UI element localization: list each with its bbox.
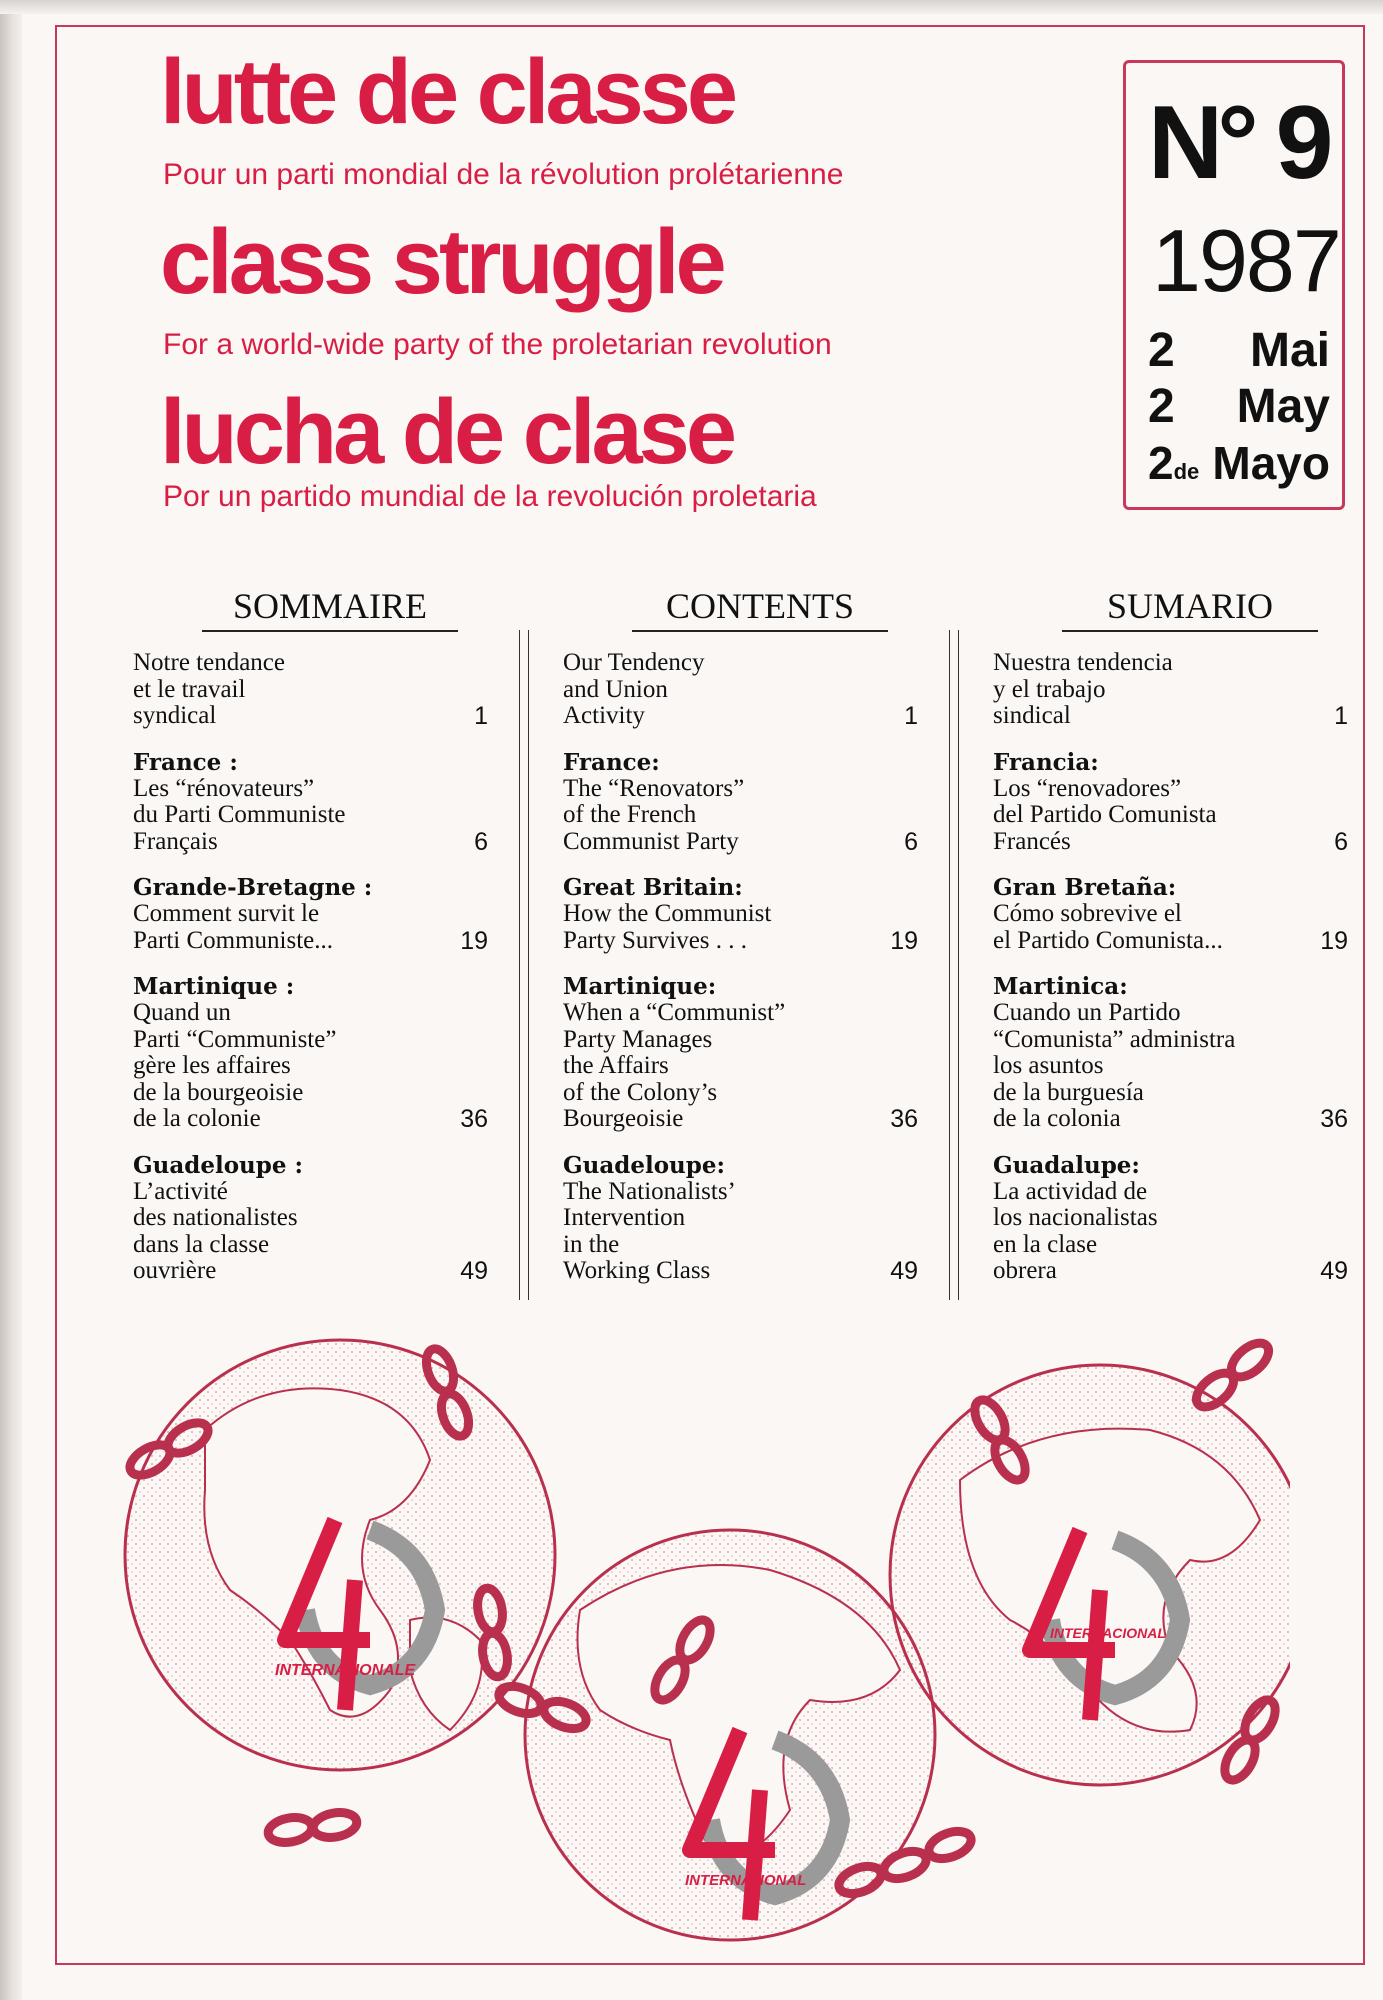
toc-article-title: Los “renovadores” del Partido Comunista Francés [993, 774, 1217, 855]
toc-country: Grande-Bretagne : [133, 874, 373, 901]
toc-article-title: When a “Communist” Party Manages the Affairs of the Colony’s Bourgeoisie [563, 999, 786, 1132]
issue-date-day: 2 [1148, 380, 1175, 433]
toc-article-title: Cómo sobrevive el el Partido Comunista... [993, 900, 1223, 954]
toc-article-title: Comment survit le Parti Communiste... [133, 900, 333, 954]
toc-country: Martinique: [563, 973, 717, 1000]
toc-entry [563, 1152, 918, 1285]
toc-column-es [993, 650, 1348, 1304]
toc-entry [993, 874, 1348, 954]
toc-page-number: 19 [460, 926, 488, 955]
toc-article-title: Notre tendance et le travail syndical [133, 649, 286, 729]
toc-article-title: Les “rénovateurs” du Parti Communiste Français [133, 774, 346, 855]
toc-entry [993, 749, 1348, 856]
toc-page-number: 1 [474, 702, 488, 730]
issue-box [1123, 60, 1345, 510]
toc-country: Guadeloupe: [563, 1151, 725, 1179]
toc-column-en [563, 650, 918, 1304]
paper-edge [0, 0, 22, 2000]
toc-entry [993, 973, 1348, 1133]
toc-page-number: 36 [1320, 1105, 1348, 1133]
toc-country: Martinica: [993, 973, 1128, 1000]
toc-article-title: Quand un Parti “Communiste” gère les affaires de la bourgeoisie de la colonie [133, 999, 337, 1132]
toc-article-title: The Nationalists’ Intervention in the Working Class [563, 1177, 736, 1284]
globe-icon [890, 1365, 1290, 1785]
title-en: class struggle [160, 211, 723, 313]
toc-country: France : [133, 748, 238, 776]
toc-page-number: 19 [1320, 926, 1348, 955]
toc-entry [563, 650, 918, 730]
toc-country: Great Britain: [563, 874, 743, 901]
issue-date-de: de [1173, 459, 1200, 484]
toc-article-title: How the Communist Party Survives . . . [563, 900, 772, 954]
logo-label: INTERNATIONALE [275, 1662, 416, 1679]
toc-page-number: 6 [474, 827, 488, 856]
title-es: lucha de clase [160, 381, 733, 483]
toc-heading-es: SUMARIO [1062, 586, 1318, 632]
toc-page-number: 19 [890, 926, 918, 955]
issue-year: 1987 [1152, 211, 1340, 310]
issue-date-month: Mayo [1212, 437, 1330, 489]
toc-entry [563, 749, 918, 856]
toc-page-number: 49 [460, 1257, 488, 1285]
toc-column-fr [133, 650, 488, 1304]
subtitle-en: For a world-wide party of the proletarian revolution [163, 328, 832, 361]
issue-date-month: May [1236, 380, 1330, 433]
toc-page-number: 49 [1320, 1257, 1348, 1285]
toc-article-title: Our Tendency and Union Activity [563, 649, 705, 729]
issue-date-day: 2 [1148, 324, 1175, 377]
issue-date-day-es [1148, 437, 1199, 498]
logo-label: INTERNACIONAL [1050, 1625, 1166, 1641]
toc-entry [133, 874, 488, 954]
toc-page-number: 1 [904, 702, 918, 730]
issue-date-day: 2 [1148, 437, 1174, 489]
toc-entry [133, 749, 488, 856]
toc-country: Gran Bretaña: [993, 874, 1177, 901]
toc-page-number: 36 [460, 1105, 488, 1133]
toc-entry [133, 973, 488, 1133]
subtitle-es: Por un partido mundial de la revolución proletaria [163, 480, 817, 513]
toc-entry [133, 650, 488, 730]
toc-page-number: 49 [890, 1257, 918, 1285]
toc-heading-en: CONTENTS [632, 586, 888, 632]
column-divider [949, 630, 959, 1300]
toc-entry [993, 1152, 1348, 1285]
toc-page-number: 36 [890, 1105, 918, 1133]
toc-article-title: L’activité des nationalistes dans la classe ouvrière [133, 1177, 298, 1284]
toc-article-title: Cuando un Partido “Comunista” administra los asuntos de la burguesía de la colonia [993, 999, 1236, 1132]
chained-globes-illustration [110, 1310, 1290, 1950]
toc-article-title: The “Renovators” of the French Communist Party [563, 774, 745, 855]
toc-country: Martinique : [133, 973, 295, 1000]
toc-country: Francia: [993, 748, 1099, 776]
toc-entry [133, 1152, 488, 1285]
issue-number: N° 9 [1148, 85, 1328, 201]
issue-date-month: Mai [1249, 324, 1330, 377]
toc-entry [993, 650, 1348, 730]
toc-page-number: 1 [1334, 702, 1348, 730]
title-fr: lutte de classe [160, 41, 735, 143]
column-divider [519, 630, 529, 1300]
toc-article-title: Nuestra tendencia y el trabajo sindical [993, 649, 1173, 729]
toc-entry [563, 874, 918, 954]
toc-country: France: [563, 748, 660, 776]
toc-article-title: La actividad de los nacionalistas en la clase obrera [993, 1177, 1158, 1284]
paper-edge-top [0, 0, 1383, 14]
toc-country: Guadalupe: [993, 1151, 1140, 1179]
toc-entry [563, 973, 918, 1133]
logo-label: INTERNATIONAL [685, 1872, 807, 1889]
subtitle-fr: Pour un parti mondial de la révolution prolétarienne [163, 158, 844, 191]
toc-country: Guadeloupe : [133, 1151, 303, 1179]
toc-page-number: 6 [1334, 827, 1348, 856]
toc-heading-fr: SOMMAIRE [202, 586, 458, 632]
toc-page-number: 6 [904, 827, 918, 856]
